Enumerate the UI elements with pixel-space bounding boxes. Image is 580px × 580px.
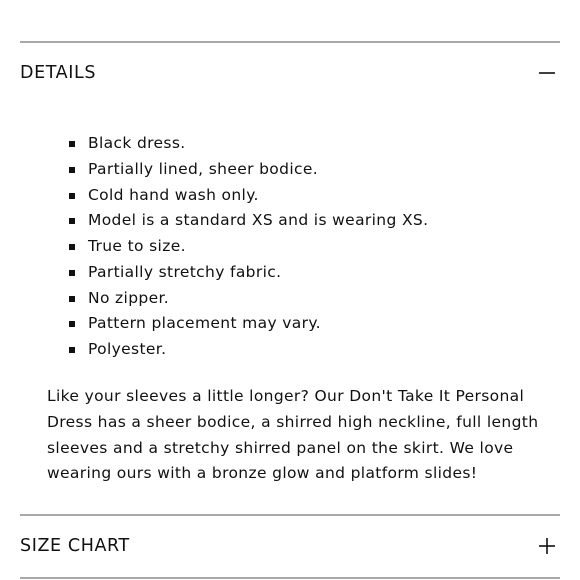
size-chart-title: SIZE CHART (20, 536, 130, 556)
bullet-icon (69, 141, 75, 147)
bullet-icon (69, 270, 75, 276)
list-item: Cold hand wash only. (68, 183, 428, 209)
list-item: Polyester. (68, 337, 428, 363)
details-title: DETAILS (20, 63, 97, 83)
bullet-icon (69, 167, 75, 173)
bullet-icon (69, 193, 75, 199)
bullet-icon (69, 347, 75, 353)
list-item: Pattern placement may vary. (68, 311, 428, 337)
list-item: No zipper. (68, 286, 428, 312)
plus-icon[interactable] (536, 535, 558, 557)
list-item: Partially stretchy fabric. (68, 260, 428, 286)
list-item: True to size. (68, 234, 428, 260)
list-item: Partially lined, sheer bodice. (68, 157, 428, 183)
details-accordion-header[interactable] (20, 53, 560, 93)
divider-top (20, 41, 560, 43)
bullet-icon (69, 244, 75, 250)
bullet-icon (69, 296, 75, 302)
list-item: Black dress. (68, 131, 428, 157)
bullet-icon (69, 321, 75, 327)
product-description: Like your sleeves a little longer? Our Don't Take It Personal Dress has a sheer bodice, a shirred high neckline, full length sleeves and a stretchy shirred panel on the skirt. We love wearing ours with a bronze glow and platform slides! (47, 387, 539, 483)
minus-icon[interactable] (536, 62, 558, 84)
divider-middle (20, 514, 560, 516)
details-list (68, 131, 428, 363)
divider-bottom (20, 577, 560, 579)
list-item: Model is a standard XS and is wearing XS. (68, 208, 428, 234)
size-chart-accordion-header[interactable] (20, 526, 560, 566)
bullet-icon (69, 218, 75, 224)
